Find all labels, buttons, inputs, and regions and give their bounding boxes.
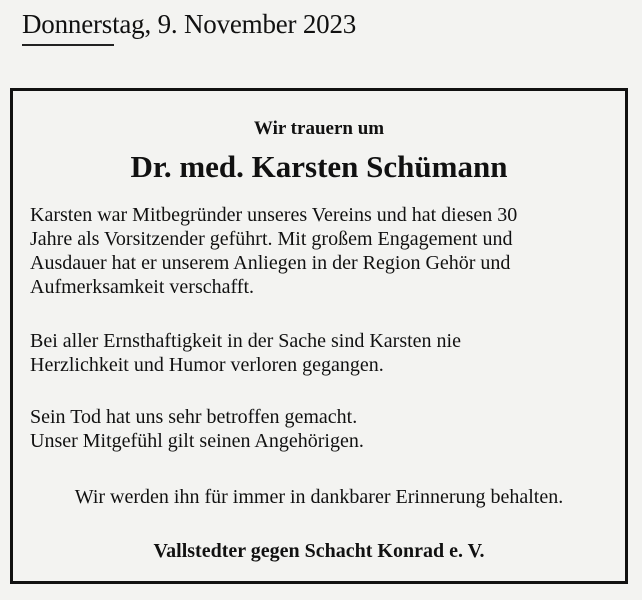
paragraph-line: Ausdauer hat er unserem Anliegen in der Region Gehör und bbox=[30, 252, 511, 274]
paragraph-tribute bbox=[30, 203, 517, 299]
paragraph-line: Unser Mitgefühl gilt seinen Angehörigen. bbox=[30, 430, 364, 452]
publication-date: Donnerstag, 9. November 2023 bbox=[22, 9, 357, 39]
notice-intro: Wir trauern um bbox=[253, 118, 385, 139]
obituary-notice bbox=[10, 88, 628, 584]
paragraph-line: Herzlichkeit und Humor verloren gegangen. bbox=[30, 354, 384, 376]
closing-line: Wir werden ihn für immer in dankbarer Erinnerung behalten. bbox=[74, 486, 564, 508]
date-underline bbox=[22, 44, 114, 46]
deceased-name: Dr. med. Karsten Schümann bbox=[130, 149, 508, 184]
paragraph-line: Karsten war Mitbegründer unseres Vereins und hat diesen 30 bbox=[30, 204, 518, 226]
paragraph-line: Sein Tod hat uns sehr betroffen gemacht. bbox=[30, 406, 358, 428]
paragraph-line: Aufmerksamkeit verschafft. bbox=[30, 276, 254, 298]
paragraph-line: Jahre als Vorsitzender geführt. Mit großem Engagement und bbox=[30, 228, 513, 250]
paragraph-character bbox=[30, 329, 461, 377]
paragraph-condolence bbox=[30, 405, 364, 453]
signature-organization: Vallstedter gegen Schacht Konrad e. V. bbox=[153, 540, 485, 562]
paragraph-line: Bei aller Ernsthaftigkeit in der Sache sind Karsten nie bbox=[30, 330, 461, 352]
